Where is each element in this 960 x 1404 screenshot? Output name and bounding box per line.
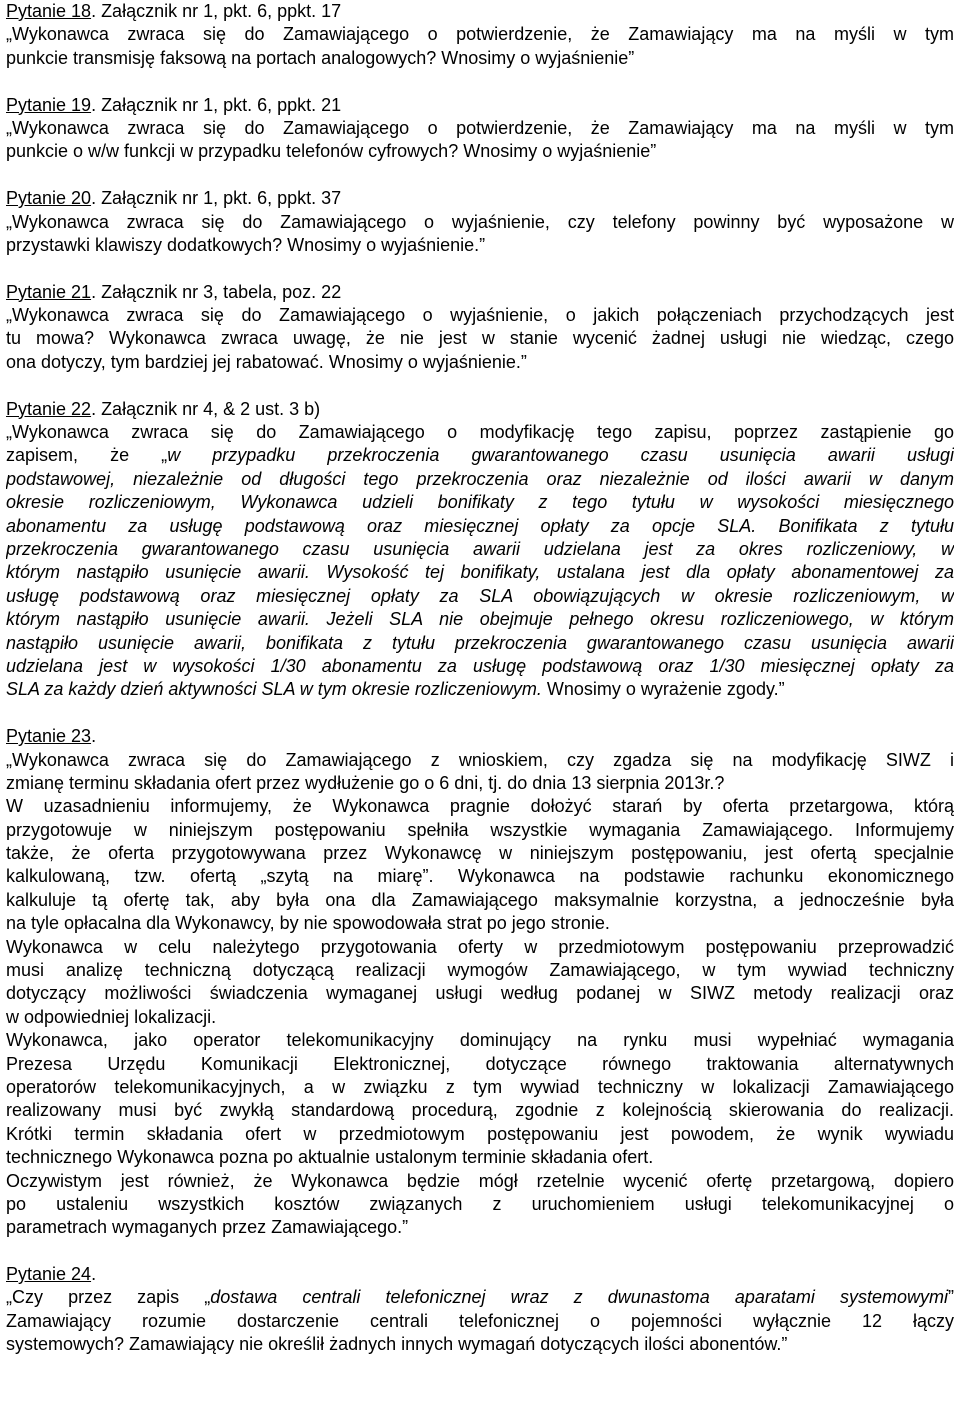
question-label: Pytanie 21 xyxy=(6,281,92,302)
quoted-clause-line: przekroczenia gwarantowanego czasu usunięcia awarii udzielana jest za okres rozliczeniowy, w xyxy=(6,538,954,559)
question-line: Wykonawca, jako operator telekomunikacyjny dominujący na rynku musi wypełniać wymagania xyxy=(6,1030,954,1051)
question-label: Pytanie 24 xyxy=(6,1264,92,1285)
question-heading xyxy=(6,398,954,421)
question-label: Pytanie 20 xyxy=(6,188,92,209)
quoted-clause-line: podstawowej, niezależnie od długości tego przekroczenia oraz niezależnie od ilości awarii w danym xyxy=(6,468,954,489)
quoted-clause: SLA za każdy dzień aktywności SLA w tym okresie rozliczeniowym. xyxy=(6,679,542,700)
question-line xyxy=(6,678,954,701)
question-line: na tyle opłacalna dla Wykonawcy, by nie spowodowała strat po jego stronie. xyxy=(6,913,610,934)
question-reference: . Załącznik nr 1, pkt. 6, ppkt. 17 xyxy=(91,1,342,21)
question-label: Pytanie 18 xyxy=(6,1,92,21)
question-24 xyxy=(6,1263,954,1357)
quoted-clause-line: którym nastąpiło usunięcie awarii. Wysokość tej bonifikaty, ustalana jest dla opłaty abonamentowej za xyxy=(6,562,954,583)
quoted-clause-line: którym nastąpiło usunięcie awarii. Jeżeli SLA nie obejmuje pełnego okresu rozliczeniowego, w którym xyxy=(6,609,954,630)
question-line: Prezesa Urzędu Komunikacji Elektronicznej, dotyczące równego traktowania alternatywnych xyxy=(6,1053,954,1074)
question-label: Pytanie 22 xyxy=(6,398,92,419)
question-label: Pytanie 19 xyxy=(6,94,92,115)
quoted-clause-line: udzielana jest w wysokości 1/30 abonamentu za usługę podstawową oraz 1/30 miesięcznej opłaty za xyxy=(6,655,954,676)
question-line: „Wykonawca zwraca się do Zamawiającego o potwierdzenie, że Zamawiający ma na myśli w tym xyxy=(6,24,954,45)
quoted-clause-line: nastąpiło usunięcie awarii, bonifikata z tytułu przekroczenia gwarantowanego czasu usunięcia awarii xyxy=(6,632,954,653)
question-line: realizowany musi być zwykłą standardową procedurą, zgodnie z kolejnością skierowania do realizacji. xyxy=(6,1100,954,1121)
question-reference: . xyxy=(91,726,97,747)
question-line: kalkulowaną, tzw. ofertą „szytą na miarę”. Wykonawca na podstawie rachunku ekonomicznego xyxy=(6,866,954,887)
question-line: punkcie o w/w funkcji w przypadku telefonów cyfrowych? Wnosimy o wyjaśnienie” xyxy=(6,141,657,162)
question-heading xyxy=(6,0,954,23)
question-line: W uzasadnieniu informujemy, że Wykonawca pragnie dołożyć starań by oferta przetargowa, którą xyxy=(6,796,954,817)
question-reference: . Załącznik nr 1, pkt. 6, ppkt. 21 xyxy=(91,94,342,115)
question-label: Pytanie 23 xyxy=(6,726,92,747)
question-line: przygotowuje w niniejszym postępowaniu spełniła wszystkie wymagania Zamawiającego. Informujemy xyxy=(6,819,954,840)
question-line: „Wykonawca zwraca się do Zamawiającego o potwierdzenie, że Zamawiający ma na myśli w tym xyxy=(6,117,954,138)
question-reference: . Załącznik nr 1, pkt. 6, ppkt. 37 xyxy=(91,188,342,209)
question-heading xyxy=(6,281,954,304)
question-line-part: ” xyxy=(948,1287,954,1308)
question-line: tu mowa? Wykonawca zwraca uwagę, że nie jest w stanie wycenić żadnej usługi nie wiedząc, czego xyxy=(6,328,954,349)
question-line: operatorów telekomunikacyjnych, a w związku z tym wywiad techniczny w lokalizacji Zamawiającego xyxy=(6,1076,954,1097)
question-heading xyxy=(6,1263,954,1286)
question-line: parametrach wymaganych przez Zamawiającego.” xyxy=(6,1217,409,1238)
quoted-clause-line: abonamentu za usługę podstawową oraz miesięcznej opłaty za opcje SLA. Bonifikata z tytułu xyxy=(6,515,954,536)
question-line: Zamawiający rozumie dostarczenie centrali telefonicznej o pojemności wyłącznie 12 łączy xyxy=(6,1310,954,1331)
question-line: po ustaleniu wszystkich kosztów związanych z uruchomieniem usługi telekomunikacyjnej o xyxy=(6,1193,954,1214)
question-20 xyxy=(6,187,954,257)
question-line: musi analizę techniczną dotyczącą realizacji wymogów Zamawiającego, w tym wywiad techniczny xyxy=(6,960,954,981)
question-line: ona dotyczy, tym bardziej jej rabatować. Wnosimy o wyjaśnienie.” xyxy=(6,351,527,372)
question-line: „Wykonawca zwraca się do Zamawiającego o wyjaśnienie, o jakich połączeniach przychodzących jest xyxy=(6,305,954,326)
question-line: Krótki termin składania ofert w przedmiotowym postępowaniu jest powodem, że wynik wywiadu xyxy=(6,1123,954,1144)
question-22 xyxy=(6,398,954,702)
question-line: Oczywistym jest również, że Wykonawca będzie mógł rzetelnie wycenić ofertę przetargową, dopiero xyxy=(6,1170,954,1191)
question-line: systemowych? Zamawiający nie określił żadnych innych wymagań dotyczących ilości abonentów.” xyxy=(6,1334,788,1355)
question-line: technicznego Wykonawca pozna po aktualnie ustalonym terminie składania ofert. xyxy=(6,1147,654,1168)
quoted-clause: w przypadku przekroczenia gwarantowanego czasu usunięcia awarii usługi xyxy=(167,445,954,466)
question-line: dotyczący możliwości świadczenia wymaganej usługi według podanej w SIWZ metody realizacji oraz xyxy=(6,983,954,1004)
question-line xyxy=(6,1286,954,1309)
question-line: „Wykonawca zwraca się do Zamawiającego z wnioskiem, czy zgadza się na modyfikację SIWZ i xyxy=(6,749,954,770)
question-line: Wykonawca w celu należytego przygotowania oferty w przedmiotowym postępowaniu przeprowadzić xyxy=(6,936,954,957)
quoted-clause-line: okresie rozliczeniowym, Wykonawca udzieli bonifikaty z tego tytułu w wysokości miesięcznego xyxy=(6,492,954,513)
question-line: w odpowiedniej lokalizacji. xyxy=(6,1006,217,1027)
question-line-part: „Czy przez zapis „ xyxy=(6,1287,211,1308)
question-reference: . xyxy=(91,1264,97,1285)
question-line: także, że oferta przygotowywana przez Wykonawcę w niniejszym postępowaniu, jest ofertą specjalnie xyxy=(6,843,954,864)
question-23 xyxy=(6,725,954,1240)
question-line: „Wykonawca zwraca się do Zamawiającego o wyjaśnienie, czy telefony powinny być wyposażone w xyxy=(6,211,954,232)
quoted-clause-line: usługę podstawową oraz miesięcznej opłaty za SLA obowiązujących w okresie rozliczeniowym, w xyxy=(6,585,954,606)
question-21 xyxy=(6,281,954,375)
question-line-part: Wnosimy o wyrażenie zgody.” xyxy=(541,679,785,700)
question-19 xyxy=(6,94,954,164)
quoted-clause: dostawa centrali telefonicznej wraz z dwunastoma aparatami systemowymi xyxy=(210,1287,948,1308)
question-line: „Wykonawca zwraca się do Zamawiającego o modyfikację tego zapisu, poprzez zastąpienie go xyxy=(6,422,954,443)
question-reference: . Załącznik nr 4, & 2 ust. 3 b) xyxy=(91,398,321,419)
question-line: zmianę terminu składania ofert przez wydłużenie go o 6 dni, tj. do dnia 13 sierpnia 2013r.? xyxy=(6,772,725,793)
question-18 xyxy=(6,0,954,70)
question-heading xyxy=(6,94,954,117)
question-line: punkcie transmisję faksową na portach analogowych? Wnosimy o wyjaśnienie” xyxy=(6,47,635,68)
question-reference: . Załącznik nr 3, tabela, poz. 22 xyxy=(91,281,342,302)
question-heading xyxy=(6,725,954,748)
question-line xyxy=(6,444,954,467)
question-line: przystawki klawiszy dodatkowych? Wnosimy o wyjaśnienie.” xyxy=(6,234,486,255)
question-line-part: zapisem, że „ xyxy=(6,445,168,466)
question-heading xyxy=(6,187,954,210)
question-line: kalkuluje tą ofertę tak, aby była ona dla Zamawiającego maksymalnie korzystna, a jednocześnie była xyxy=(6,889,954,910)
